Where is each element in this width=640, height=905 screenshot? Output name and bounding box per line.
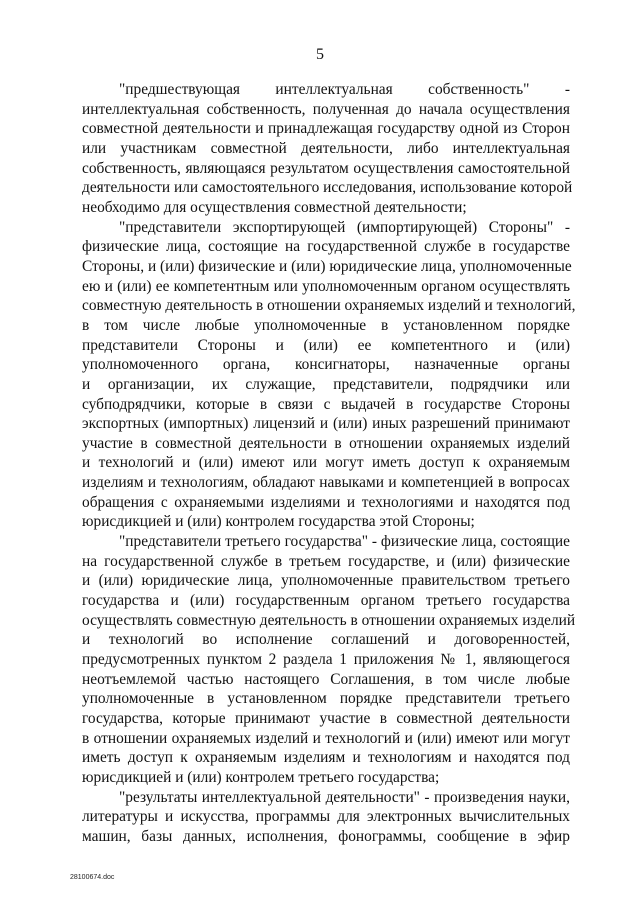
text-line: субподрядчики, которые в связи с выдачей в государстве Стороны xyxy=(82,395,570,413)
text-line: юрисдикцией и (или) контролем государства этой Стороны; xyxy=(82,513,475,531)
text-line: ею и (или) ее компетентным или уполномоченным органом осуществлять xyxy=(82,277,570,295)
text-line: иметь доступ к охраняемым изделиям и технологиям и находятся под xyxy=(82,749,570,767)
text-line: машин, базы данных, исполнения, фонограммы, сообщение в эфир xyxy=(82,827,570,845)
text-line: физические лица, состоящие на государственной службе в государстве xyxy=(82,238,570,256)
text-line: изделиям и технологиям, обладают навыками и компетенцией в вопросах xyxy=(82,474,570,492)
text-line: осуществлять совместную деятельность в отношении охраняемых изделий xyxy=(82,611,576,629)
document-body xyxy=(82,80,576,847)
text-line: неотъемлемой частью настоящего Соглашения, в том числе любые xyxy=(82,670,570,688)
text-line: "результаты интеллектуальной деятельности" - произведения науки, xyxy=(119,788,570,806)
text-line: "представители третьего государства" - физические лица, состоящие xyxy=(119,533,570,551)
text-line: обращения с охраняемыми изделиями и технологиями и находятся под xyxy=(82,493,570,511)
text-line: или участникам совместной деятельности, либо интеллектуальная xyxy=(82,139,570,157)
text-line: собственность, являющаяся результатом осуществления самостоятельной xyxy=(82,159,570,177)
text-line: представители Стороны и (или) ее компетентного и (или) xyxy=(82,336,570,354)
text-line: предусмотренных пунктом 2 раздела 1 приложения № 1, являющегося xyxy=(82,651,570,669)
text-line: совместную деятельность в отношении охраняемых изделий и технологий, xyxy=(82,297,576,315)
text-line: государства, которые принимают участие в совместной деятельности xyxy=(82,710,570,727)
paragraph-ip-results xyxy=(82,788,570,847)
text-line: экспортных (импортных) лицензий и (или) иных разрешений принимают xyxy=(82,415,570,433)
text-line: и технологий во исполнение соглашений и договоренностей, xyxy=(82,631,570,649)
text-line: и технологий и (или) имеют или могут иметь доступ к охраняемым xyxy=(82,454,570,472)
text-line: на государственной службе в третьем государстве, и (или) физические xyxy=(82,552,570,570)
text-line: уполномоченного органа, консигнаторы, назначенные органы xyxy=(82,356,570,374)
text-line: необходимо для осуществления совместной деятельности; xyxy=(82,198,467,216)
text-line: уполномоченные в установленном порядке представители третьего xyxy=(82,690,570,708)
text-line: участие в совместной деятельности в отношении охраняемых изделий xyxy=(82,434,570,452)
text-line: "предшествующая интеллектуальная собственность" - xyxy=(119,81,570,98)
text-line: в том числе любые уполномоченные в установленном порядке xyxy=(82,316,570,334)
text-line: "представители экспортирующей (импортирующей) Стороны" - xyxy=(119,218,570,236)
paragraph-preceding-ip xyxy=(82,80,573,218)
page-number: 5 xyxy=(316,46,324,63)
text-line: совместной деятельности и принадлежащая государству одной из Сторон xyxy=(82,120,570,138)
paragraph-third-state-representatives xyxy=(82,532,576,788)
text-line: деятельности или самостоятельного исследования, использование которой xyxy=(82,179,573,197)
text-line: и организации, их служащие, представители, подрядчики или xyxy=(82,375,570,393)
text-line: литературы и искусства, программы для электронных вычислительных xyxy=(82,808,570,826)
text-line: и (или) юридические лица, уполномоченные правительством третьего xyxy=(82,572,570,590)
text-line: государства и (или) государственным органом третьего государства xyxy=(82,592,570,610)
paragraph-exporting-party-representatives xyxy=(82,218,576,533)
text-line: Стороны, и (или) физические и (или) юридические лица, уполномоченные xyxy=(82,257,572,275)
footer-filename: 28100674.doc xyxy=(70,874,115,881)
text-line: юрисдикцией и (или) контролем третьего государства; xyxy=(82,768,440,786)
text-line: в отношении охраняемых изделий и технологий и (или) имеют или могут xyxy=(82,729,570,747)
text-line: интеллектуальная собственность, полученная до начала осуществления xyxy=(82,100,570,118)
